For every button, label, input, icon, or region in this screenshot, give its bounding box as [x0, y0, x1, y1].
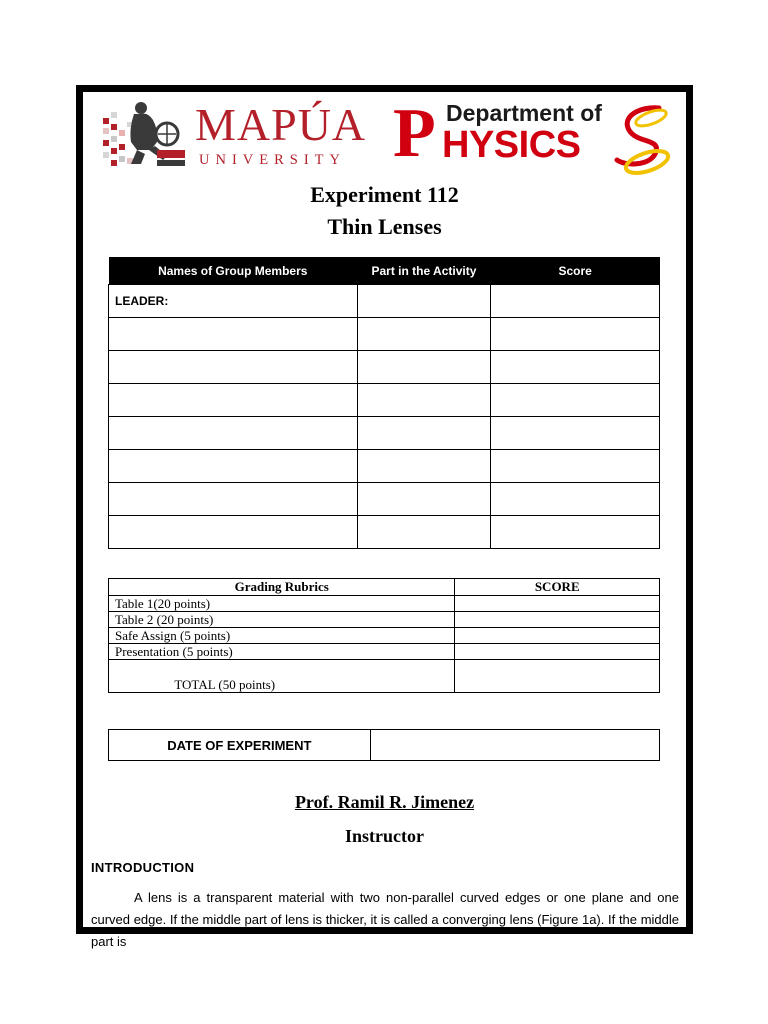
leader-cell[interactable]: LEADER:: [109, 285, 358, 318]
member-cell[interactable]: [109, 516, 358, 549]
column-header-score: SCORE: [455, 579, 660, 596]
rubric-label: Safe Assign (5 points): [109, 628, 455, 644]
rubric-total-label: TOTAL (50 points): [109, 660, 455, 693]
score-cell[interactable]: [491, 483, 660, 516]
experiment-number-title: Experiment 112: [310, 182, 459, 207]
rubric-score-cell[interactable]: [455, 596, 660, 612]
column-header-rubrics: Grading Rubrics: [109, 579, 455, 596]
experiment-name-title: Thin Lenses: [327, 214, 442, 239]
part-cell[interactable]: [357, 417, 491, 450]
member-cell[interactable]: [109, 351, 358, 384]
table-row: [109, 351, 660, 384]
part-cell[interactable]: [357, 450, 491, 483]
department-of-label: Department of: [446, 100, 602, 126]
table-row: [109, 644, 660, 660]
table-row: [109, 516, 660, 549]
physics-initial-letter: P: [393, 95, 436, 172]
table-row: [109, 417, 660, 450]
grading-rubrics-table: [108, 578, 660, 693]
member-cell[interactable]: [109, 483, 358, 516]
member-cell[interactable]: [109, 450, 358, 483]
table-row: [109, 628, 660, 644]
introduction-heading: INTRODUCTION: [91, 860, 195, 875]
part-cell[interactable]: [357, 285, 491, 318]
part-cell[interactable]: [357, 384, 491, 417]
date-label: DATE OF EXPERIMENT: [109, 730, 371, 761]
member-cell[interactable]: [109, 417, 358, 450]
rubric-label: Table 1(20 points): [109, 596, 455, 612]
instructor-role: Instructor: [345, 826, 424, 846]
part-cell[interactable]: [357, 351, 491, 384]
score-cell[interactable]: [491, 351, 660, 384]
table-row: [109, 660, 660, 693]
mapua-logo-icon: [101, 98, 191, 172]
column-header-score: Score: [491, 257, 660, 285]
table-row: [109, 285, 660, 318]
physics-wordmark: HYSICS: [442, 124, 581, 166]
document-page: [76, 85, 693, 949]
table-row: [109, 483, 660, 516]
mapua-university-label: UNIVERSITY: [199, 152, 346, 168]
score-cell[interactable]: [491, 516, 660, 549]
score-cell[interactable]: [491, 384, 660, 417]
table-row: [109, 384, 660, 417]
part-cell[interactable]: [357, 516, 491, 549]
physics-swoosh-icon: [611, 104, 673, 176]
rubric-label: Presentation (5 points): [109, 644, 455, 660]
score-cell[interactable]: [491, 285, 660, 318]
rubric-label: Table 2 (20 points): [109, 612, 455, 628]
rubric-score-cell[interactable]: [455, 628, 660, 644]
date-input-cell[interactable]: [370, 730, 659, 761]
member-cell[interactable]: [109, 318, 358, 351]
mapua-wordmark: MAPÚA: [195, 99, 367, 150]
rubric-score-cell[interactable]: [455, 644, 660, 660]
score-cell[interactable]: [491, 318, 660, 351]
rubric-score-cell[interactable]: [455, 612, 660, 628]
column-header-part: Part in the Activity: [357, 257, 491, 285]
score-cell[interactable]: [491, 450, 660, 483]
score-cell[interactable]: [491, 417, 660, 450]
date-of-experiment-table: [108, 729, 660, 761]
instructor-name: Prof. Ramil R. Jimenez: [294, 792, 475, 812]
group-members-table: [108, 257, 660, 549]
table-row: [109, 612, 660, 628]
table-row: [109, 318, 660, 351]
table-row: [109, 450, 660, 483]
member-cell[interactable]: [109, 384, 358, 417]
column-header-names: Names of Group Members: [109, 257, 358, 285]
table-row: [109, 596, 660, 612]
total-score-cell[interactable]: [455, 660, 660, 693]
part-cell[interactable]: [357, 483, 491, 516]
part-cell[interactable]: [357, 318, 491, 351]
introduction-paragraph: A lens is a transparent material with two non-parallel curved edges or one plane and one curved edge. If the middle part of lens is thicker, it is called a converging lens (Figure 1a). If the middle part is: [91, 890, 679, 949]
